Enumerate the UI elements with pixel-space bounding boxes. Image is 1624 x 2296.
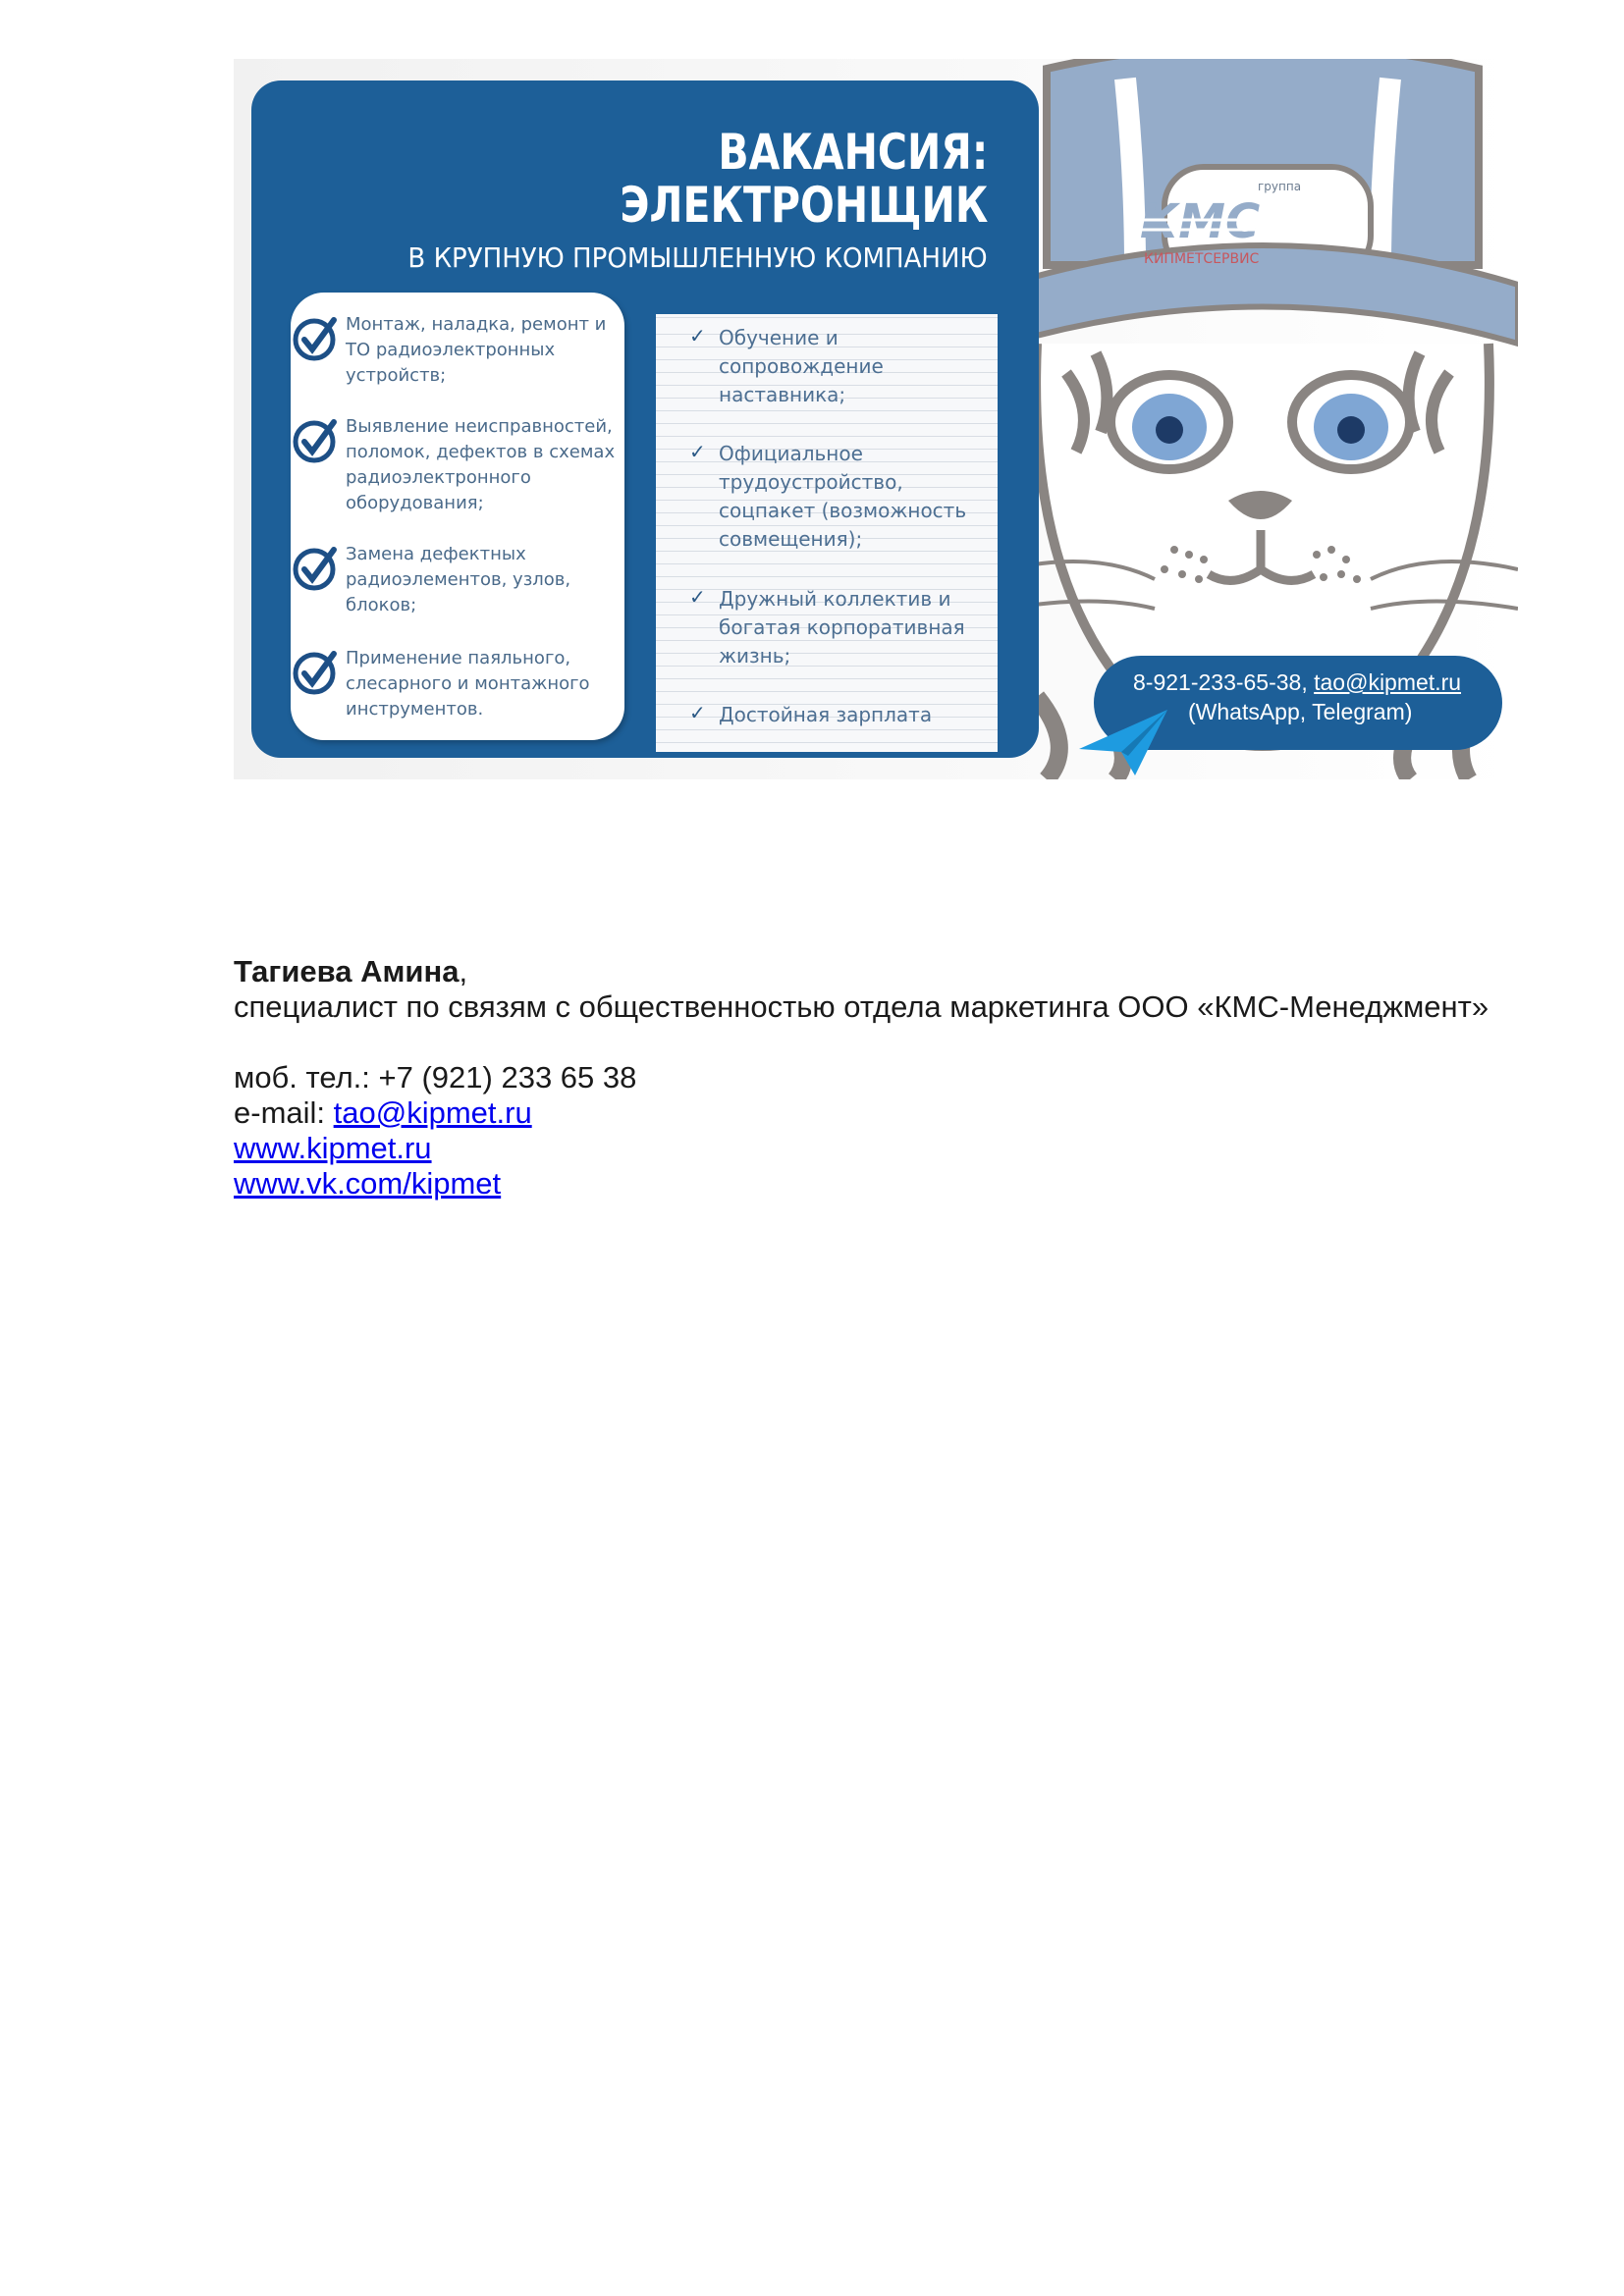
logo-mark: КМС <box>1140 194 1261 249</box>
contact-phone: 8-921-233-65-38, <box>1133 669 1308 695</box>
signature-name: Тагиева Амина <box>234 954 460 988</box>
check-circle-icon <box>291 646 342 697</box>
signature-position: специалист по связям с общественностью отдела маркетинга ООО «КМС-Менеджмент» <box>234 989 1489 1024</box>
check-circle-icon <box>291 542 342 593</box>
signature-email-label: e-mail: <box>234 1095 334 1130</box>
checkmark-icon: ✓ <box>689 701 706 724</box>
signature-phone: моб. тел.: +7 (921) 233 65 38 <box>234 1060 637 1095</box>
checkmark-icon: ✓ <box>689 585 706 609</box>
logo-company-name: КИПМЕТСЕРВИС <box>1144 251 1260 267</box>
check-circle-icon <box>291 414 342 465</box>
logo-group-label: группа <box>1258 180 1302 193</box>
contact-email-link[interactable]: tao@kipmet.ru <box>1314 669 1462 695</box>
telegram-icon <box>1074 695 1172 779</box>
vacancy-subtitle: В КРУПНУЮ ПРОМЫШЛЕННУЮ КОМПАНИЮ <box>407 241 988 274</box>
kms-logo <box>1122 177 1319 334</box>
benefits-card: ✓ Обучение и сопровождение наставника; ✓ Официальное трудоустройство, соцпакет (возможность совмещения); ✓ Дружный коллектив и богатая корпоративная жизнь; ✓ Достойная зарплата <box>656 314 998 752</box>
vk-link[interactable]: www.vk.com/kipmet <box>234 1166 502 1201</box>
checkmark-icon: ✓ <box>689 440 706 463</box>
duties-card: Монтаж, наладка, ремонт и ТО радиоэлектронных устройств; Выявление неисправностей, поломок, дефектов в схемах радиоэлектронного оборудования; Замена дефектных радиоэлементов, узлов, блоков; Применение паяльного, слесарного и монтажного инструментов. <box>291 293 624 740</box>
signature-email-link[interactable]: tao@kipmet.ru <box>333 1095 532 1130</box>
checkmark-icon: ✓ <box>689 324 706 347</box>
vacancy-title: ВАКАНСИЯ: <box>718 124 988 181</box>
website-link[interactable]: www.kipmet.ru <box>234 1131 432 1165</box>
contact-messengers: (WhatsApp, Telegram) <box>1188 699 1413 724</box>
vacancy-position: ЭЛЕКТРОНЩИК <box>619 177 988 234</box>
vacancy-panel <box>251 80 1039 758</box>
check-circle-icon <box>291 312 342 363</box>
vacancy-banner <box>234 59 1518 779</box>
